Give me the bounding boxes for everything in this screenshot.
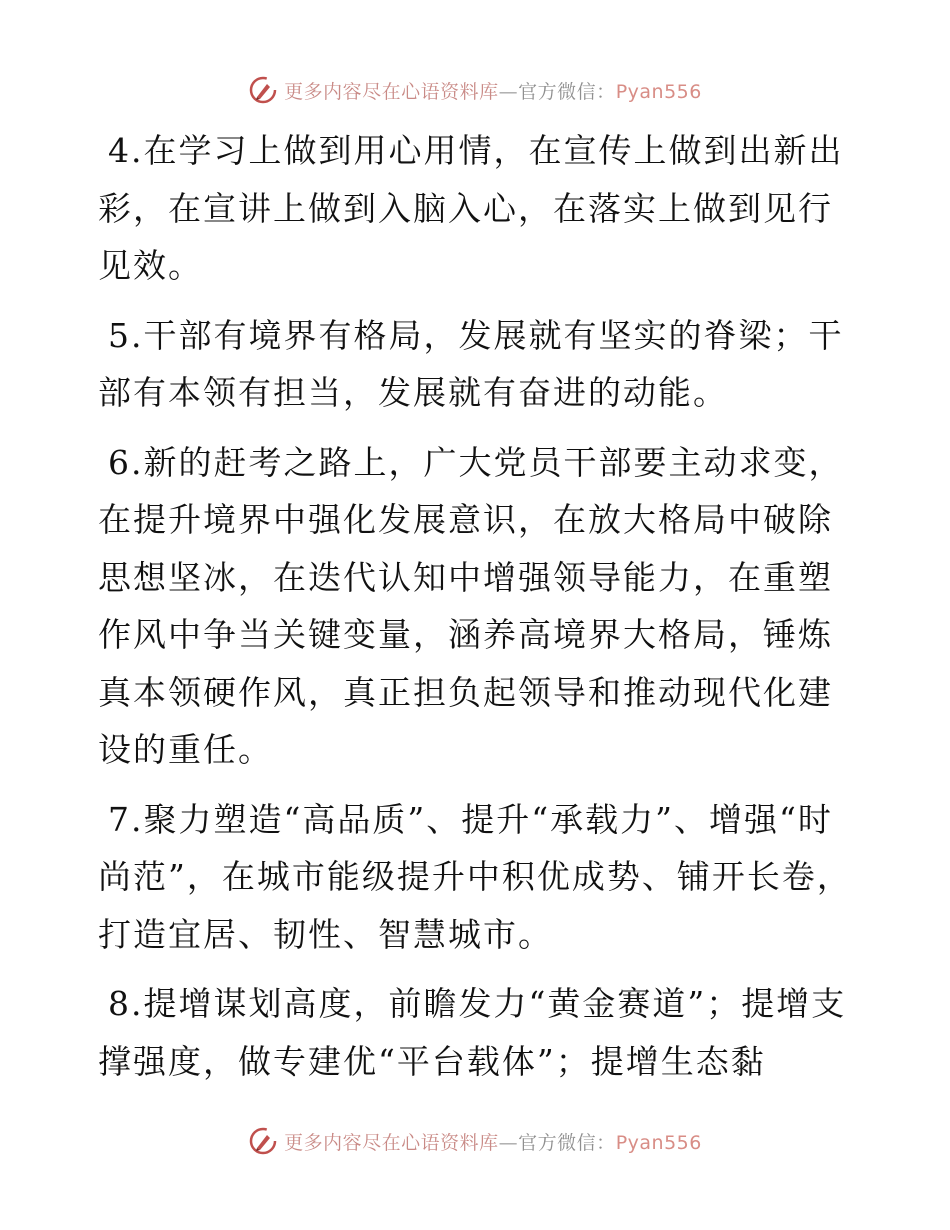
watermark-text — [284, 77, 702, 104]
pen-logo-icon — [248, 75, 278, 105]
watermark-label: 官方微信： — [518, 80, 616, 103]
watermark-id: Pyan556 — [615, 80, 702, 103]
watermark-separator: — — [498, 1131, 519, 1154]
watermark-id: Pyan556 — [615, 1131, 702, 1154]
paragraph-8: 8.提增谋划高度，前瞻发力“黄金赛道”；提增支撑强度，做专建优“平台载体”；提增生态黏 — [98, 984, 847, 1081]
watermark-separator: — — [498, 80, 519, 103]
header-watermark — [0, 70, 950, 110]
paragraph-4: 4.在学习上做到用心用情，在宣传上做到出新出彩，在宣讲上做到入脑入心，在落实上做到见行见效。 — [98, 131, 844, 285]
watermark-label: 官方微信： — [518, 1131, 616, 1154]
watermark-text — [284, 1128, 702, 1155]
footer-watermark — [0, 1121, 950, 1161]
pen-logo-icon — [248, 1126, 278, 1156]
paragraph-5: 5.干部有境界有格局，发展就有坚实的脊梁；干部有本领有担当，发展就有奋进的动能。 — [98, 315, 844, 412]
watermark-main: 更多内容尽在心语资料库 — [284, 1131, 499, 1154]
document-body — [98, 122, 858, 1102]
paragraph-7: 7.聚力塑造“高品质”、提升“承载力”、增强“时尚范”，在城市能级提升中积优成势、铺开长卷，打造宜居、韧性、智慧城市。 — [98, 799, 852, 954]
paragraph-6: 6.新的赶考之路上，广大党员干部要主动求变，在提升境界中强化发展意识，在放大格局中破除思想坚冰，在迭代认知中增强领导能力，在重塑作风中争当关键变量，涵养高境界大格局，锤炼真本领硬作风，真正担负起领导和推动现代化建设的重任。 — [98, 442, 844, 769]
watermark-main: 更多内容尽在心语资料库 — [284, 80, 499, 103]
